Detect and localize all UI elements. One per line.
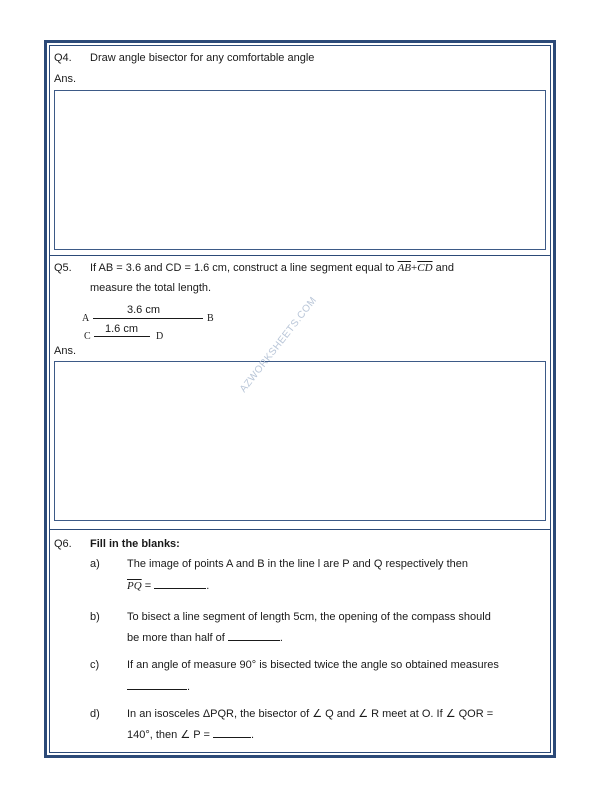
q5-text-post: and bbox=[435, 262, 454, 274]
q4-answer-box[interactable] bbox=[54, 90, 546, 250]
q6b-line1: To bisect a line segment of length 5cm, the opening of the compass should bbox=[127, 611, 491, 623]
q6c-line1: If an angle of measure 90° is bisected twice the angle so obtained measures bbox=[127, 659, 499, 671]
q5-ans-label: Ans. bbox=[54, 345, 77, 357]
q4-ans-label: Ans. bbox=[54, 73, 77, 85]
q5-cd-length-label: 1.6 cm bbox=[105, 323, 139, 335]
watermark: AZWORKSHEETS.COM bbox=[238, 295, 320, 395]
q5-number: Q5. bbox=[54, 262, 72, 274]
q6a-equals: = bbox=[144, 580, 152, 592]
q6b-blank[interactable] bbox=[228, 630, 280, 641]
q6a-label: a) bbox=[90, 558, 100, 570]
divider-q4-q5 bbox=[50, 255, 550, 256]
q6d-end: . bbox=[250, 729, 254, 741]
q6d-line1: In an isosceles ΔPQR, the bisector of ∠ Q and ∠ R meet at O. If ∠ QOR = bbox=[127, 708, 494, 720]
q6a-line1: The image of points A and B in the line l are P and Q respectively then bbox=[127, 558, 469, 570]
q6d-line2 bbox=[127, 727, 254, 742]
q6d-label: d) bbox=[90, 708, 100, 720]
q5-question-line1 bbox=[90, 261, 454, 275]
q6-number: Q6. bbox=[54, 538, 72, 550]
q6d-blank[interactable] bbox=[213, 727, 251, 738]
q6b-text: be more than half of bbox=[127, 632, 225, 644]
q6b-line2 bbox=[127, 630, 283, 645]
q6b-end: . bbox=[279, 632, 283, 644]
q5-point-d: D bbox=[156, 331, 164, 342]
q6c-blank[interactable] bbox=[127, 679, 187, 690]
q5-plus: + bbox=[411, 262, 418, 274]
q4-question: Draw angle bisector for any comfortable angle bbox=[90, 52, 315, 64]
q5-point-b: B bbox=[207, 313, 214, 324]
q5-segment-cd: $\overline{CD}$ bbox=[417, 262, 433, 274]
q5-point-a: A bbox=[82, 313, 90, 324]
q6a-line2 bbox=[127, 578, 209, 593]
q5-question-line2: measure the total length. bbox=[90, 282, 212, 294]
q5-segment-ab-line bbox=[93, 318, 203, 319]
q5-answer-box[interactable] bbox=[54, 361, 546, 521]
q6d-text: 140°, then ∠ P = bbox=[127, 729, 210, 741]
divider-q5-q6 bbox=[50, 529, 550, 530]
q6c-end: . bbox=[187, 681, 191, 693]
q6a-end: . bbox=[206, 580, 210, 592]
q5-segment-cd-line bbox=[94, 336, 150, 337]
q6c-label: c) bbox=[90, 659, 100, 671]
q6a-overline-pq: $\overline{PQ}$ bbox=[127, 580, 142, 592]
q5-segment-ab: $\overline{AB}$ bbox=[397, 262, 412, 274]
q4-number: Q4. bbox=[54, 52, 72, 64]
q6b-label: b) bbox=[90, 611, 100, 623]
q6c-line2 bbox=[127, 679, 190, 694]
q5-point-c: C bbox=[84, 331, 91, 342]
q6-heading: Fill in the blanks: bbox=[90, 538, 180, 550]
q5-ab-length-label: 3.6 cm bbox=[127, 304, 161, 316]
q5-text-pre: If AB = 3.6 and CD = 1.6 cm, construct a line segment equal to bbox=[90, 262, 395, 274]
q6a-blank[interactable] bbox=[154, 578, 206, 589]
